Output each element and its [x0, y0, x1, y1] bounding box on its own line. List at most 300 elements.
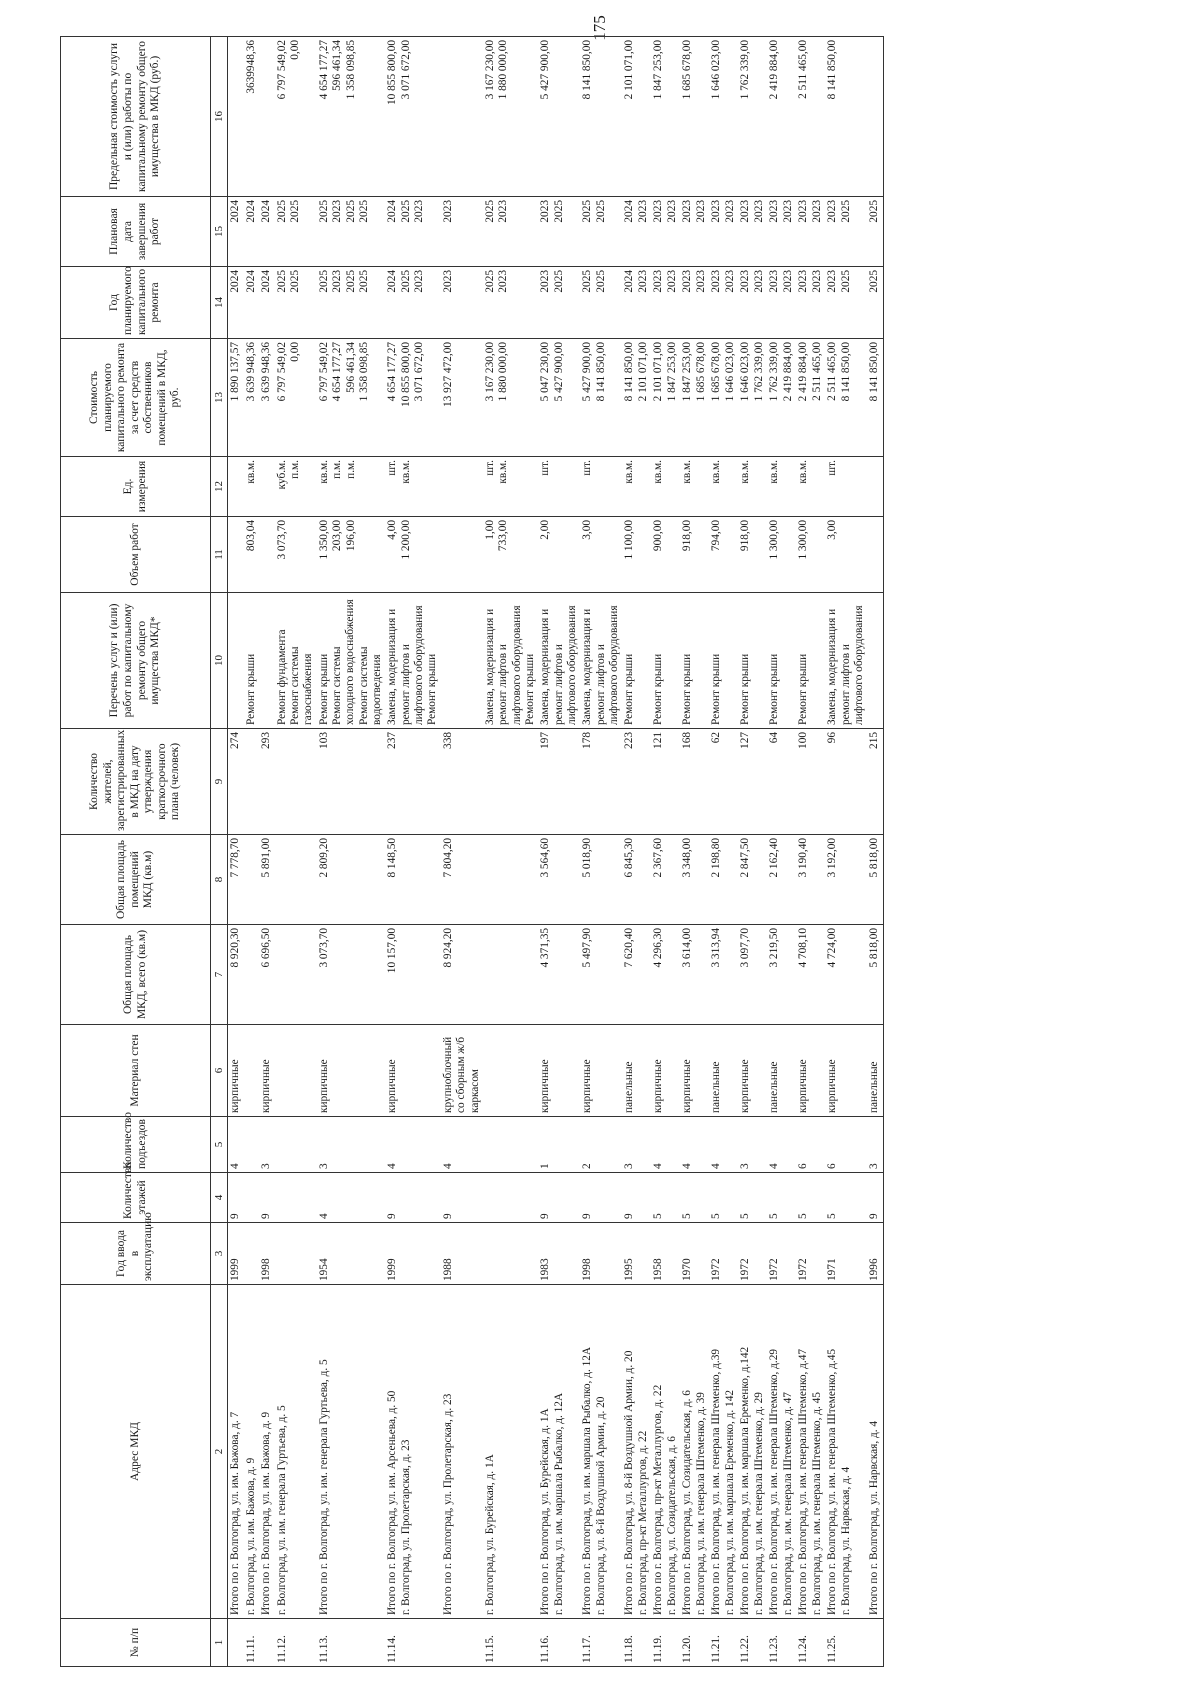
cell-lim — [825, 37, 867, 197]
cell-area: 7 620,40 — [622, 925, 651, 1025]
cell-line: кв.м. — [497, 460, 510, 484]
cell-line — [289, 520, 303, 589]
cell-lim — [767, 37, 796, 197]
cell-lim — [275, 37, 317, 197]
cell-line: 2 101 071,00 — [652, 342, 665, 402]
header-cell: Плановая дата завершения работ — [61, 197, 211, 267]
cell-year: 1999 — [385, 1223, 440, 1285]
cell-pd — [651, 197, 680, 267]
cell-parea: 2 847,50 — [738, 835, 767, 925]
column-number: 13 — [211, 339, 228, 457]
cell-line: 803,04 — [244, 520, 257, 552]
cell-line: г. Волгоград, ул. 8-й Воздушной Армии, д. 20 — [594, 1396, 607, 1615]
cell-line: 1 350,00 — [317, 520, 330, 560]
cell-line: 2023 — [665, 200, 678, 223]
cell-line: 5 047 230,00 — [539, 342, 552, 402]
cell-unit — [385, 457, 440, 517]
cell-line: кирпичные — [739, 1059, 752, 1113]
cell-line: 4 654 177,27 — [331, 342, 344, 402]
cell-line: Ремонт системы газоснабжения — [289, 646, 315, 725]
cell-floors: 9 — [259, 1173, 275, 1223]
cell-lim — [317, 37, 386, 197]
cell-line: 2023 — [441, 200, 454, 223]
cell-line: 2023 — [694, 270, 707, 293]
cell-vol — [275, 517, 317, 593]
cell-line — [260, 460, 274, 513]
cell-line: Ремонт крыши — [710, 653, 723, 725]
cell-parea: 2 198,80 — [709, 835, 738, 925]
cell-mat — [317, 1025, 386, 1117]
header-cell: Количество подъездов — [61, 1117, 211, 1173]
cell-unit — [767, 457, 796, 517]
cell-line: г. Волгоград, ул. им. генерала Штеменко, д. 39 — [694, 1392, 707, 1615]
cell-line: Итого по г. Волгоград, ул. им. генерала Штеменко, д.39 — [710, 1348, 723, 1615]
cell-line: 2023 — [797, 270, 810, 293]
cell-cost — [275, 339, 317, 457]
cell-line: Ремонт крыши — [523, 653, 536, 725]
cell-line: кирпичные — [386, 1059, 399, 1113]
header-cell: Количество этажей — [61, 1173, 211, 1223]
column-number: 9 — [211, 729, 228, 835]
cell-line — [245, 1028, 259, 1113]
cell-line: 1 762 339,00 — [752, 342, 765, 402]
cell-addr — [622, 1285, 651, 1619]
cell-py — [796, 267, 825, 339]
cell-line — [442, 460, 456, 513]
cell-line: кирпичные — [826, 1059, 839, 1113]
cell-vol — [825, 517, 867, 593]
cell-line — [229, 40, 243, 193]
cell-line: 918,00 — [739, 520, 752, 552]
cell-pd — [825, 197, 867, 267]
cell-line: г. Волгоград, ул. им. маршала Рыбалко, д. 12А — [552, 1392, 565, 1615]
table-row — [738, 37, 767, 1667]
cell-line: 3639948,36 — [244, 40, 257, 94]
cell-line: 2024 — [260, 200, 272, 223]
cell-line: г. Волгоград, ул. им. Бажова, д. 9 — [244, 1457, 257, 1615]
cell-res: 103 — [317, 729, 386, 835]
cell-line: 2023 — [331, 270, 344, 293]
cell-py — [580, 267, 622, 339]
cell-py — [538, 267, 580, 339]
cell-line: 2025 — [552, 270, 565, 293]
cell-py — [825, 267, 867, 339]
table-row — [622, 37, 651, 1667]
cell-work — [275, 593, 317, 729]
cell-num — [441, 1619, 483, 1667]
cell-line: Замена, модернизация и ремонт лифтов и лифтового оборудования — [539, 605, 579, 725]
cell-line: 2025 — [317, 200, 330, 223]
cell-line: 2023 — [497, 270, 510, 293]
cell-unit — [275, 457, 317, 517]
page-number: 175 — [590, 15, 609, 41]
cell-cost — [825, 339, 867, 457]
cell-lim — [259, 37, 275, 197]
cell-parea: 2 162,40 — [767, 835, 796, 925]
cell-entr: 3 — [259, 1117, 275, 1173]
cell-line: 2023 — [768, 270, 781, 293]
cell-num — [228, 1619, 244, 1667]
cell-line: 196,00 — [344, 520, 357, 552]
cell-area: 4 371,35 — [538, 925, 580, 1025]
header-cell: Адрес МКД — [61, 1285, 211, 1619]
cell-line: кирпичные — [681, 1059, 694, 1113]
cell-line: 5 427 900,00 — [581, 342, 594, 402]
cell-cost — [767, 339, 796, 457]
cell-line: 4 654 177,27 — [386, 342, 399, 402]
cell-line: кв.м. — [681, 460, 694, 484]
cell-pd — [738, 197, 767, 267]
cell-cost — [867, 339, 883, 457]
cell-parea: 2 809,20 — [317, 835, 386, 925]
cell-line: 3 071 672,00 — [399, 40, 412, 100]
cell-line: 2023 — [826, 270, 839, 293]
cell-py — [317, 267, 386, 339]
cell-pd — [767, 197, 796, 267]
cell-line: Итого по г. Волгоград, ул. Пролетарская, д. 23 — [441, 1393, 454, 1615]
cell-num — [867, 1619, 883, 1667]
table-row — [709, 37, 738, 1667]
cell-line: 1,00 — [483, 520, 496, 540]
cell-line: 2024 — [229, 200, 241, 223]
cell-line: Ремонт крыши — [768, 653, 781, 725]
cell-py — [651, 267, 680, 339]
cell-line: кв.м. — [797, 460, 810, 484]
cell-unit — [580, 457, 622, 517]
cell-line: Итого по г. Волгоград, ул. им. маршала Рыбалко, д. 12А — [581, 1346, 594, 1615]
cell-line: 2025 — [594, 200, 607, 223]
header-cell: Год планируемого капитального ремонта — [61, 267, 211, 339]
cell-line: 1 300,00 — [768, 520, 781, 560]
cell-entr — [483, 1117, 538, 1173]
cell-line: кв.м. — [399, 460, 412, 484]
cell-floors: 9 — [385, 1173, 440, 1223]
cell-entr: 4 — [651, 1117, 680, 1173]
column-number: 5 — [211, 1117, 228, 1173]
cell-py — [259, 267, 275, 339]
cell-year: 1958 — [651, 1223, 680, 1285]
cell-entr: 4 — [441, 1117, 483, 1173]
table-row — [825, 37, 867, 1667]
cell-line: 1 685 678,00 — [681, 40, 694, 100]
cell-unit — [483, 457, 538, 517]
cell-line: кв.м. — [710, 460, 723, 484]
cell-addr — [259, 1285, 275, 1619]
cell-pd — [244, 197, 260, 267]
cell-line: г. Волгоград, ул. Нарвская, д. 4 — [839, 1466, 852, 1615]
cell-year — [275, 1223, 317, 1285]
cell-num: 11.19. — [651, 1619, 680, 1667]
cell-line: 2023 — [723, 200, 736, 223]
cell-mat — [275, 1025, 317, 1117]
cell-line: 2025 — [344, 200, 357, 223]
cell-line: кв.м. — [317, 460, 330, 484]
cell-line: Итого по г. Волгоград, ул. 8-й Воздушной Армии, д. 20 — [623, 1350, 636, 1615]
cell-addr — [651, 1285, 680, 1619]
cell-line: 1 685 678,00 — [694, 342, 707, 402]
cell-line: 3 167 230,00 — [483, 40, 496, 100]
cell-line: 1 847 253,00 — [652, 40, 665, 100]
cell-res: 127 — [738, 729, 767, 835]
cell-line: панельные — [710, 1061, 723, 1113]
cell-line: 2024 — [244, 200, 257, 223]
cell-unit — [709, 457, 738, 517]
cell-line: 2023 — [752, 270, 765, 293]
cell-entr: 4 — [385, 1117, 440, 1173]
cell-work — [867, 593, 883, 729]
table-row — [796, 37, 825, 1667]
cell-addr — [738, 1285, 767, 1619]
cell-line: шт. — [581, 460, 594, 476]
table-row — [867, 37, 883, 1667]
cell-line: 1 880 000,00 — [497, 342, 510, 402]
cell-num: 11.24. — [796, 1619, 825, 1667]
cell-mat — [441, 1025, 483, 1117]
cell-line: 2 511 465,00 — [826, 342, 839, 401]
cell-py — [867, 267, 883, 339]
cell-unit — [259, 457, 275, 517]
cell-area: 5 497,90 — [580, 925, 622, 1025]
cell-line: кирпичные — [229, 1059, 241, 1113]
cell-line: 2023 — [497, 200, 510, 223]
cell-vol — [767, 517, 796, 593]
cell-line: Ремонт крыши — [426, 653, 439, 725]
cell-year: 1954 — [317, 1223, 386, 1285]
cell-line: 2023 — [539, 270, 552, 293]
cell-vol — [385, 517, 440, 593]
cell-line: шт. — [483, 460, 496, 476]
cell-area: 8 924,20 — [441, 925, 483, 1025]
cell-line: Итого по г. Волгоград, ул. Нарвская, д. 4 — [868, 1420, 881, 1615]
cell-addr — [825, 1285, 867, 1619]
cell-line: 3 639 948,36 — [244, 342, 257, 402]
cell-line: Ремонт системы холодного водоснабжения — [331, 599, 357, 725]
cell-unit — [825, 457, 867, 517]
cell-line: 1 847 253,00 — [665, 342, 678, 402]
cell-cost — [796, 339, 825, 457]
cell-entr: 4 — [228, 1117, 244, 1173]
cell-unit — [228, 457, 244, 517]
cell-mat — [709, 1025, 738, 1117]
cell-year: 1996 — [867, 1223, 883, 1285]
cell-line: Замена, модернизация и ремонт лифтов и лифтового оборудования — [386, 605, 426, 725]
cell-addr — [867, 1285, 883, 1619]
cell-addr — [709, 1285, 738, 1619]
cell-area: 3 219,50 — [767, 925, 796, 1025]
cell-area: 3 097,70 — [738, 925, 767, 1025]
cell-entr: 4 — [709, 1117, 738, 1173]
cell-area — [244, 925, 260, 1025]
cell-line: кв.м. — [623, 460, 636, 484]
cell-vol — [538, 517, 580, 593]
cell-line: 2023 — [539, 200, 552, 223]
cell-mat — [259, 1025, 275, 1117]
cell-mat — [385, 1025, 440, 1117]
cell-line: 2025 — [275, 200, 288, 223]
cell-line: 2025 — [344, 270, 357, 293]
cell-year: 1972 — [796, 1223, 825, 1285]
cell-line: 2025 — [552, 200, 565, 223]
cell-floors: 5 — [738, 1173, 767, 1223]
cell-line: 2023 — [694, 200, 707, 223]
cell-line: Замена, модернизация и ремонт лифтов и лифтового оборудования — [581, 605, 621, 725]
cell-year: 1998 — [259, 1223, 275, 1285]
cell-addr — [538, 1285, 580, 1619]
cell-entr: 3 — [622, 1117, 651, 1173]
cell-line: 4 654 177,27 — [317, 40, 330, 100]
cell-cost — [228, 339, 244, 457]
cell-line: шт. — [539, 460, 552, 476]
cell-cost — [317, 339, 386, 457]
cell-num: 11.11. — [244, 1619, 260, 1667]
cell-res: 100 — [796, 729, 825, 835]
cell-addr — [385, 1285, 440, 1619]
cell-work — [259, 593, 275, 729]
cell-line: 2023 — [652, 270, 665, 293]
cell-line: 1 646 023,00 — [739, 342, 752, 402]
cell-line — [260, 520, 274, 589]
cell-addr — [441, 1285, 483, 1619]
cell-line: 2025 — [483, 270, 496, 293]
cell-parea: 3 348,00 — [680, 835, 709, 925]
cell-parea: 6 845,30 — [622, 835, 651, 925]
cell-line: 8 141 850,00 — [581, 40, 594, 100]
cell-line: 0,00 — [289, 40, 301, 60]
cell-line: Ремонт системы водоотведения — [357, 646, 384, 725]
cell-work — [228, 593, 244, 729]
cell-floors: 5 — [709, 1173, 738, 1223]
cell-line: 900,00 — [652, 520, 665, 552]
cell-unit — [651, 457, 680, 517]
column-number: 8 — [211, 835, 228, 925]
cell-year — [483, 1223, 538, 1285]
cell-line: 2023 — [636, 270, 649, 293]
cell-num — [259, 1619, 275, 1667]
cell-line: 1 358 098,85 — [344, 40, 357, 100]
cell-area: 3 614,00 — [680, 925, 709, 1025]
cell-line: 2025 — [399, 270, 412, 293]
cell-py — [385, 267, 440, 339]
cell-parea: 3 564,60 — [538, 835, 580, 925]
cell-year: 1972 — [767, 1223, 796, 1285]
cell-line: 2023 — [826, 200, 839, 223]
cell-line: 1 200,00 — [399, 520, 412, 560]
header-cell: Общая площадь МКД, всего (кв.м) — [61, 925, 211, 1025]
cell-py — [622, 267, 651, 339]
cell-area: 10 157,00 — [385, 925, 440, 1025]
cell-line: 2023 — [681, 270, 694, 293]
cell-entr: 3 — [867, 1117, 883, 1173]
cell-vol — [867, 517, 883, 593]
cell-entr — [244, 1117, 260, 1173]
cell-pd — [580, 197, 622, 267]
rotated-table-container — [60, 37, 1160, 1667]
cell-parea: 3 192,00 — [825, 835, 867, 925]
cell-line: Итого по г. Волгоград, ул. им. Бажова, д. 7 — [229, 1411, 241, 1615]
cell-line: Итого по г. Волгоград, ул. им. маршала Еременко, д.142 — [739, 1346, 752, 1615]
cell-floors: 5 — [680, 1173, 709, 1223]
cell-line: 2025 — [358, 200, 371, 223]
cell-line: 1 646 023,00 — [723, 342, 736, 402]
cell-parea: 5 891,00 — [259, 835, 275, 925]
cell-vol — [317, 517, 386, 593]
cell-line: Замена, модернизация и ремонт лифтов и лифтового оборудования — [826, 605, 866, 725]
cell-mat — [825, 1025, 867, 1117]
cell-line: 1 685 678,00 — [710, 342, 723, 402]
cell-line: 2023 — [636, 200, 649, 223]
cell-line: кв.м. — [768, 460, 781, 484]
cell-addr — [228, 1285, 244, 1619]
cell-num: 11.21. — [709, 1619, 738, 1667]
cell-line: 2023 — [752, 200, 765, 223]
cell-line — [868, 596, 882, 725]
cell-unit — [680, 457, 709, 517]
column-number: 16 — [211, 37, 228, 197]
cell-unit — [622, 457, 651, 517]
cell-pd — [796, 197, 825, 267]
column-number: 15 — [211, 197, 228, 267]
cell-line: 3,00 — [826, 520, 839, 540]
cell-line: 1 762 339,00 — [739, 40, 752, 100]
cell-floors: 9 — [580, 1173, 622, 1223]
cell-unit — [538, 457, 580, 517]
cell-mat — [796, 1025, 825, 1117]
cell-res: 62 — [709, 729, 738, 835]
header-cell: Стоимость планируемого капитального ремонта за счет средств собственников помещений в МКД, руб. — [61, 339, 211, 457]
cell-line: 2024 — [244, 270, 257, 293]
cell-line: куб.м. — [275, 460, 288, 490]
cell-line: 5 427 900,00 — [552, 342, 565, 402]
cell-floors: 9 — [622, 1173, 651, 1223]
cell-py — [228, 267, 244, 339]
cell-mat — [244, 1025, 260, 1117]
cell-lim — [738, 37, 767, 197]
cell-res — [244, 729, 260, 835]
cell-num: 11.12. — [275, 1619, 317, 1667]
cell-line: г. Волгоград, ул. им. генерала Гуртьева, д. 5 — [275, 1405, 288, 1615]
cell-line: 2023 — [781, 200, 794, 223]
cell-vol — [680, 517, 709, 593]
cell-line: 2025 — [483, 200, 496, 223]
cell-line: 6 797 549,02 — [317, 342, 330, 402]
cell-pd — [441, 197, 483, 267]
cell-year: 1972 — [709, 1223, 738, 1285]
cell-lim — [228, 37, 244, 197]
cell-line: 2 101 071,00 — [636, 342, 649, 402]
cell-lim — [622, 37, 651, 197]
cell-line: Итого по г. Волгоград, ул. им. генерала Штеменко, д.47 — [797, 1348, 810, 1615]
cell-unit — [317, 457, 386, 517]
cell-line: кв.м. — [244, 460, 257, 484]
cell-work — [385, 593, 440, 729]
cell-work — [825, 593, 867, 729]
cell-py — [441, 267, 483, 339]
column-number: 1 — [211, 1619, 228, 1667]
table-row — [441, 37, 483, 1667]
cell-line: 2023 — [331, 200, 344, 223]
cell-work — [244, 593, 260, 729]
cell-cost — [538, 339, 580, 457]
cell-line: г. Волгоград, ул. Бурейская, д. 1А — [483, 1454, 496, 1615]
cell-line: кирпичные — [260, 1059, 272, 1113]
cell-mat — [738, 1025, 767, 1117]
cell-area: 6 696,50 — [259, 925, 275, 1025]
cell-line: 10 855 800,00 — [386, 40, 399, 105]
cell-parea: 3 190,40 — [796, 835, 825, 925]
cell-line: 2 511 465,00 — [797, 40, 810, 99]
cell-line: панельные — [623, 1061, 636, 1113]
header-cell: Объем работ — [61, 517, 211, 593]
